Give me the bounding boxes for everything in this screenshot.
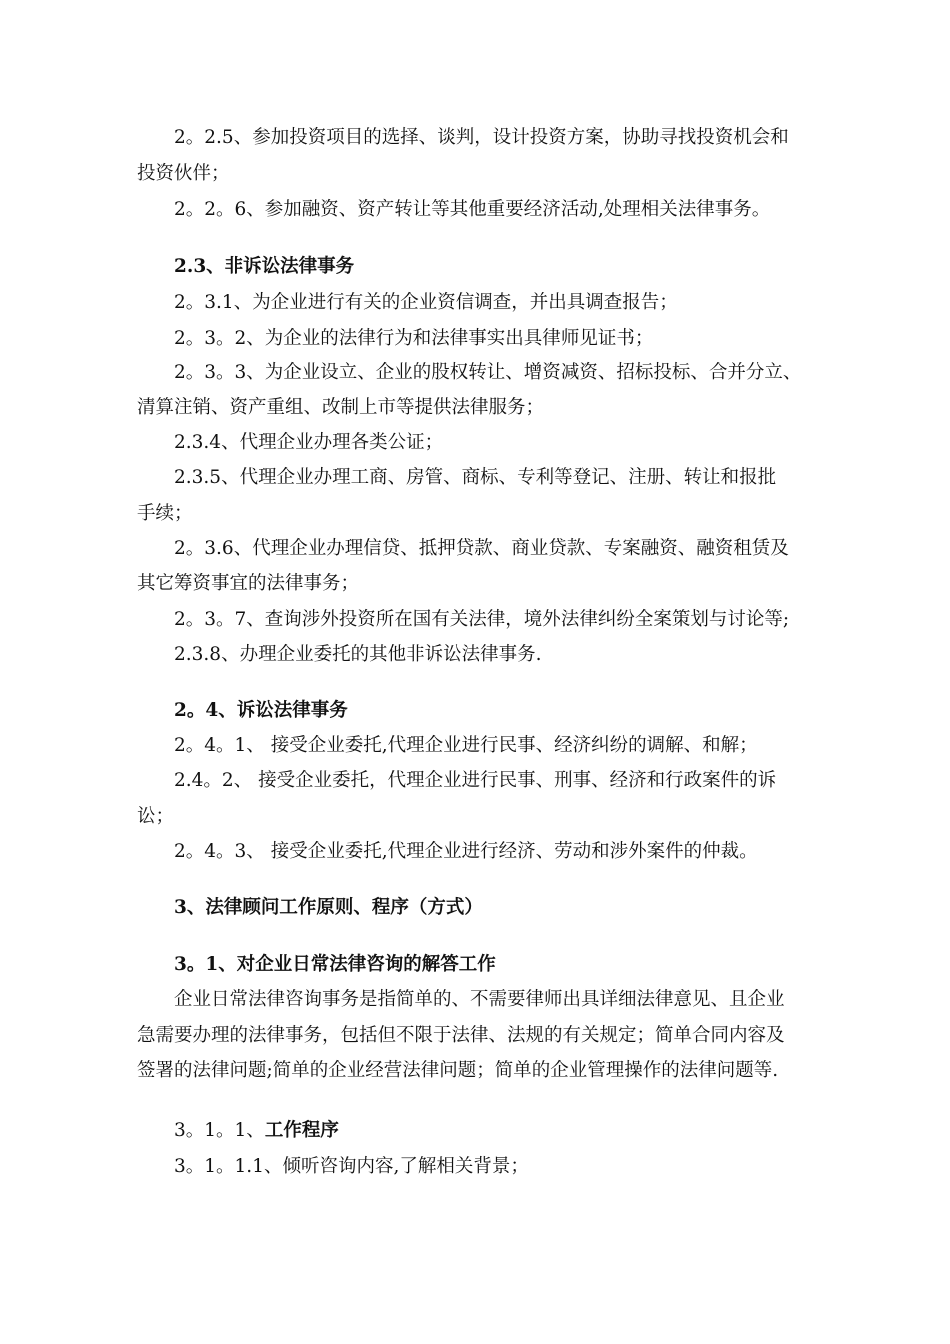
subheading-3-1-1-number: 3。1。1、 (174, 1120, 265, 1141)
item-2-3-6-line2: 其它筹资事宜的法律事务； (137, 573, 360, 594)
paragraph-3-1-line2: 急需要办理的法律事务，包括但不限于法律、法规的有关规定；简单合同内容及 (137, 1025, 785, 1046)
paragraph-3-1-line1: 企业日常法律咨询事务是指简单的、不需要律师出具详细法律意见、且企业 (174, 989, 785, 1010)
paragraph-3-1-line3: 签署的法律问题;简单的企业经营法律问题；简单的企业管理操作的法律问题等. (137, 1060, 779, 1081)
item-2-4-2-line1: 2.4。2、 接受企业委托，代理企业进行民事、刑事、经济和行政案件的诉 (174, 770, 777, 791)
item-2-3-5-line1: 2.3.5、代理企业办理工商、房管、商标、专利等登记、注册、转让和报批 (174, 467, 777, 488)
item-2-3-2: 2。3。2、为企业的法律行为和法律事实出具律师见证书； (174, 328, 654, 349)
item-2-3-3-line2: 清算注销、资产重组、改制上市等提供法律服务； (137, 397, 545, 418)
section-heading-3-1: 3。1、对企业日常法律咨询的解答工作 (174, 954, 496, 975)
item-2-3-3-line1: 2。3。3、为企业设立、企业的股权转让、增资减资、招标投标、合并分立、 (174, 362, 802, 383)
item-2-2-5-line1: 2。2.5、参加投资项目的选择、谈判，设计投资方案，协助寻找投资机会和 (174, 127, 789, 148)
item-2-2-6: 2。2。6、参加融资、资产转让等其他重要经济活动,处理相关法律事务。 (174, 199, 771, 220)
item-2-3-5-line2: 手续； (137, 503, 193, 524)
section-heading-2-3: 2.3、非诉讼法律事务 (174, 256, 355, 277)
section-heading-3: 3、法律顾问工作原则、程序（方式） (174, 897, 483, 918)
item-2-3-4: 2.3.4、代理企业办理各类公证； (174, 432, 444, 453)
subheading-3-1-1-title: 工作程序 (264, 1120, 339, 1141)
item-2-4-1: 2。4。1、 接受企业委托,代理企业进行民事、经济纠纷的调解、和解； (174, 735, 758, 756)
item-2-4-3: 2。4。3、 接受企业委托,代理企业进行经济、劳动和涉外案件的仲裁。 (174, 841, 758, 862)
item-2-4-2-line2: 讼； (137, 806, 175, 827)
item-3-1-1-1: 3。1。1.1、倾听咨询内容,了解相关背景； (174, 1156, 529, 1177)
item-2-3-8: 2.3.8、办理企业委托的其他非诉讼法律事务. (174, 644, 542, 665)
section-heading-2-4: 2。4、诉讼法律事务 (174, 700, 348, 721)
item-2-3-1: 2。3.1、为企业进行有关的企业资信调查，并出具调查报告； (174, 292, 678, 313)
subheading-3-1-1 (174, 1119, 854, 1143)
item-2-2-5-line2: 投资伙伴； (137, 163, 230, 184)
item-2-3-7: 2。3。7、查询涉外投资所在国有关法律，境外法律纠纷全案策划与讨论等; (174, 609, 790, 630)
item-2-3-6-line1: 2。3.6、代理企业办理信贷、抵押贷款、商业贷款、专案融资、融资租赁及 (174, 538, 789, 559)
